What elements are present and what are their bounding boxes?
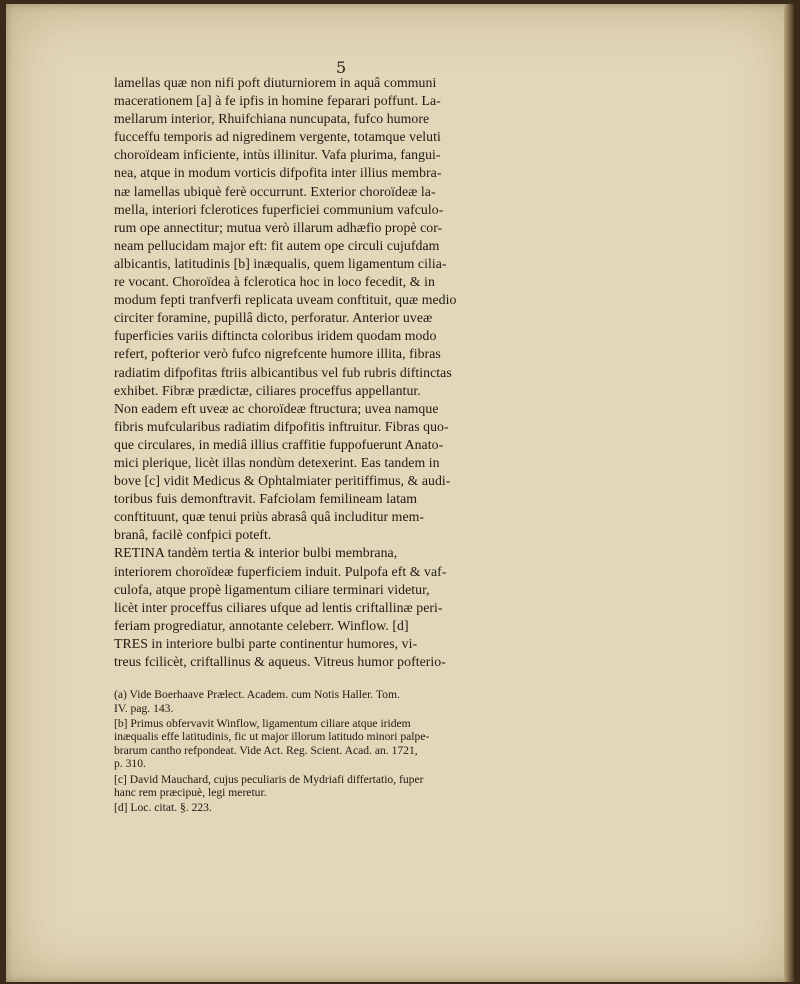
body-line: culofa, atque propè ligamentum ciliare terminari videtur, — [114, 581, 430, 597]
footnote-line: p. 310. — [114, 757, 146, 771]
footnotes — [114, 688, 554, 815]
body-line: que circulares, in mediâ illius craffitie fuppofuerunt Anato- — [114, 436, 444, 452]
body-line: fibris mufcularibus radiatim difpofitis inftruitur. Fibras quo- — [114, 418, 449, 434]
body-line: TRES in interiore bulbi parte continentur humores, vi- — [114, 635, 418, 651]
footnote-line: IV. pag. 143. — [114, 701, 174, 715]
body-line: mellarum interior, Rhuifchiana nuncupata, fufco humore — [114, 111, 430, 127]
footnote-line: [c] David Mauchard, cujus peculiaris de Mydriafi differtatio, fuper — [114, 772, 424, 786]
footnote-line: brarum cantho refpondeat. Vide Act. Reg. Scient. Acad. an. 1721, — [114, 743, 418, 757]
body-line: albicantis, latitudinis [b] inæqualis, quem ligamentum cilia- — [114, 255, 447, 271]
footnote-line: (a) Vide Boerhaave Prælect. Academ. cum Notis Haller. Tom. — [114, 688, 400, 702]
body-line: nea, atque in modum vorticis difpofita inter illius membra- — [114, 165, 442, 181]
page-spine-shadow — [784, 4, 794, 982]
page-number: 5 — [336, 58, 347, 77]
body-line: mici plerique, licèt illas nondùm detexerint. Eas tandem in — [114, 454, 440, 470]
body-line: RETINA tandèm tertia & interior bulbi membrana, — [114, 545, 398, 561]
body-line: næ lamellas ubiquè ferè occurrunt. Exterior choroïdeæ la- — [114, 183, 436, 199]
body-text — [114, 74, 554, 671]
body-line: re vocant. Choroïdea à fclerotica hoc in loco fecedit, & in — [114, 274, 435, 290]
body-line: conftituunt, quæ tenui priùs abrasâ quâ includitur mem- — [114, 509, 425, 525]
body-line: macerationem [a] à fe ipfis in homine feparari poffunt. La- — [114, 93, 441, 109]
body-line: licèt inter proceffus ciliares ufque ad lentis criftallinæ peri- — [114, 599, 443, 615]
body-line: lamellas quæ non nifi poft diuturniorem in aquâ communi — [114, 75, 437, 90]
body-line: feriam progrediatur, annotante celeberr. Winflow. [d] — [114, 617, 409, 633]
book-page — [6, 4, 794, 982]
body-line: refert, pofterior verò fufco nigrefcente humore illita, fibras — [114, 346, 441, 362]
body-line: branâ, facilè confpici poteft. — [114, 527, 272, 543]
main-text-block — [114, 74, 554, 815]
footnote-line: [d] Loc. citat. §. 223. — [114, 801, 212, 815]
body-line: exhibet. Fibræ prædictæ, ciliares proceffus appellantur. — [114, 382, 421, 398]
body-line: Non eadem eft uveæ ac choroïdeæ ftructura; uvea namque — [114, 400, 439, 416]
body-line: neam pellucidam major eft: fit autem ope circuli cujufdam — [114, 237, 440, 253]
body-line: mella, interiori fclerotices fuperficiei communium vafculo- — [114, 201, 444, 217]
footnote-line: [b] Primus obfervavit Winflow, ligamentum ciliare atque iridem — [114, 716, 411, 730]
body-line: choroïdeam inficiente, intùs illinitur. Vafa plurima, fangui- — [114, 147, 441, 163]
body-line: toribus fuis demonftravit. Fafciolam femilineam latam — [114, 491, 418, 507]
footnote-line: hanc rem præcipuè, legi meretur. — [114, 785, 267, 799]
body-line: modum fepti tranfverfi replicata uveam conftituit, quæ medio — [114, 292, 457, 308]
body-line: circiter foramine, pupillâ dicto, perforatur. Anterior uveæ — [114, 310, 433, 326]
body-line: fucceffu temporis ad nigredinem vergente, totamque veluti — [114, 129, 441, 145]
body-line: radiatim difpofitas ftriis albicantibus vel fub rubris diftinctas — [114, 364, 452, 380]
body-line: interiorem choroïdeæ fuperficiem induit. Pulpofa eft & vaf- — [114, 563, 447, 579]
body-line: fuperficies variis diftincta coloribus iridem quodam modo — [114, 328, 437, 344]
body-line: treus fcilicèt, criftallinus & aqueus. Vitreus humor pofterio- — [114, 654, 446, 669]
body-line: rum ope annectitur; mutua verò illarum adhæfio propè cor- — [114, 219, 443, 235]
body-line: bove [c] vidit Medicus & Ophtalmiater peritiffimus, & audi- — [114, 473, 451, 489]
footnote-line: inæqualis effe latitudinis, fic ut major illorum latitudo minori palpe- — [114, 730, 430, 744]
